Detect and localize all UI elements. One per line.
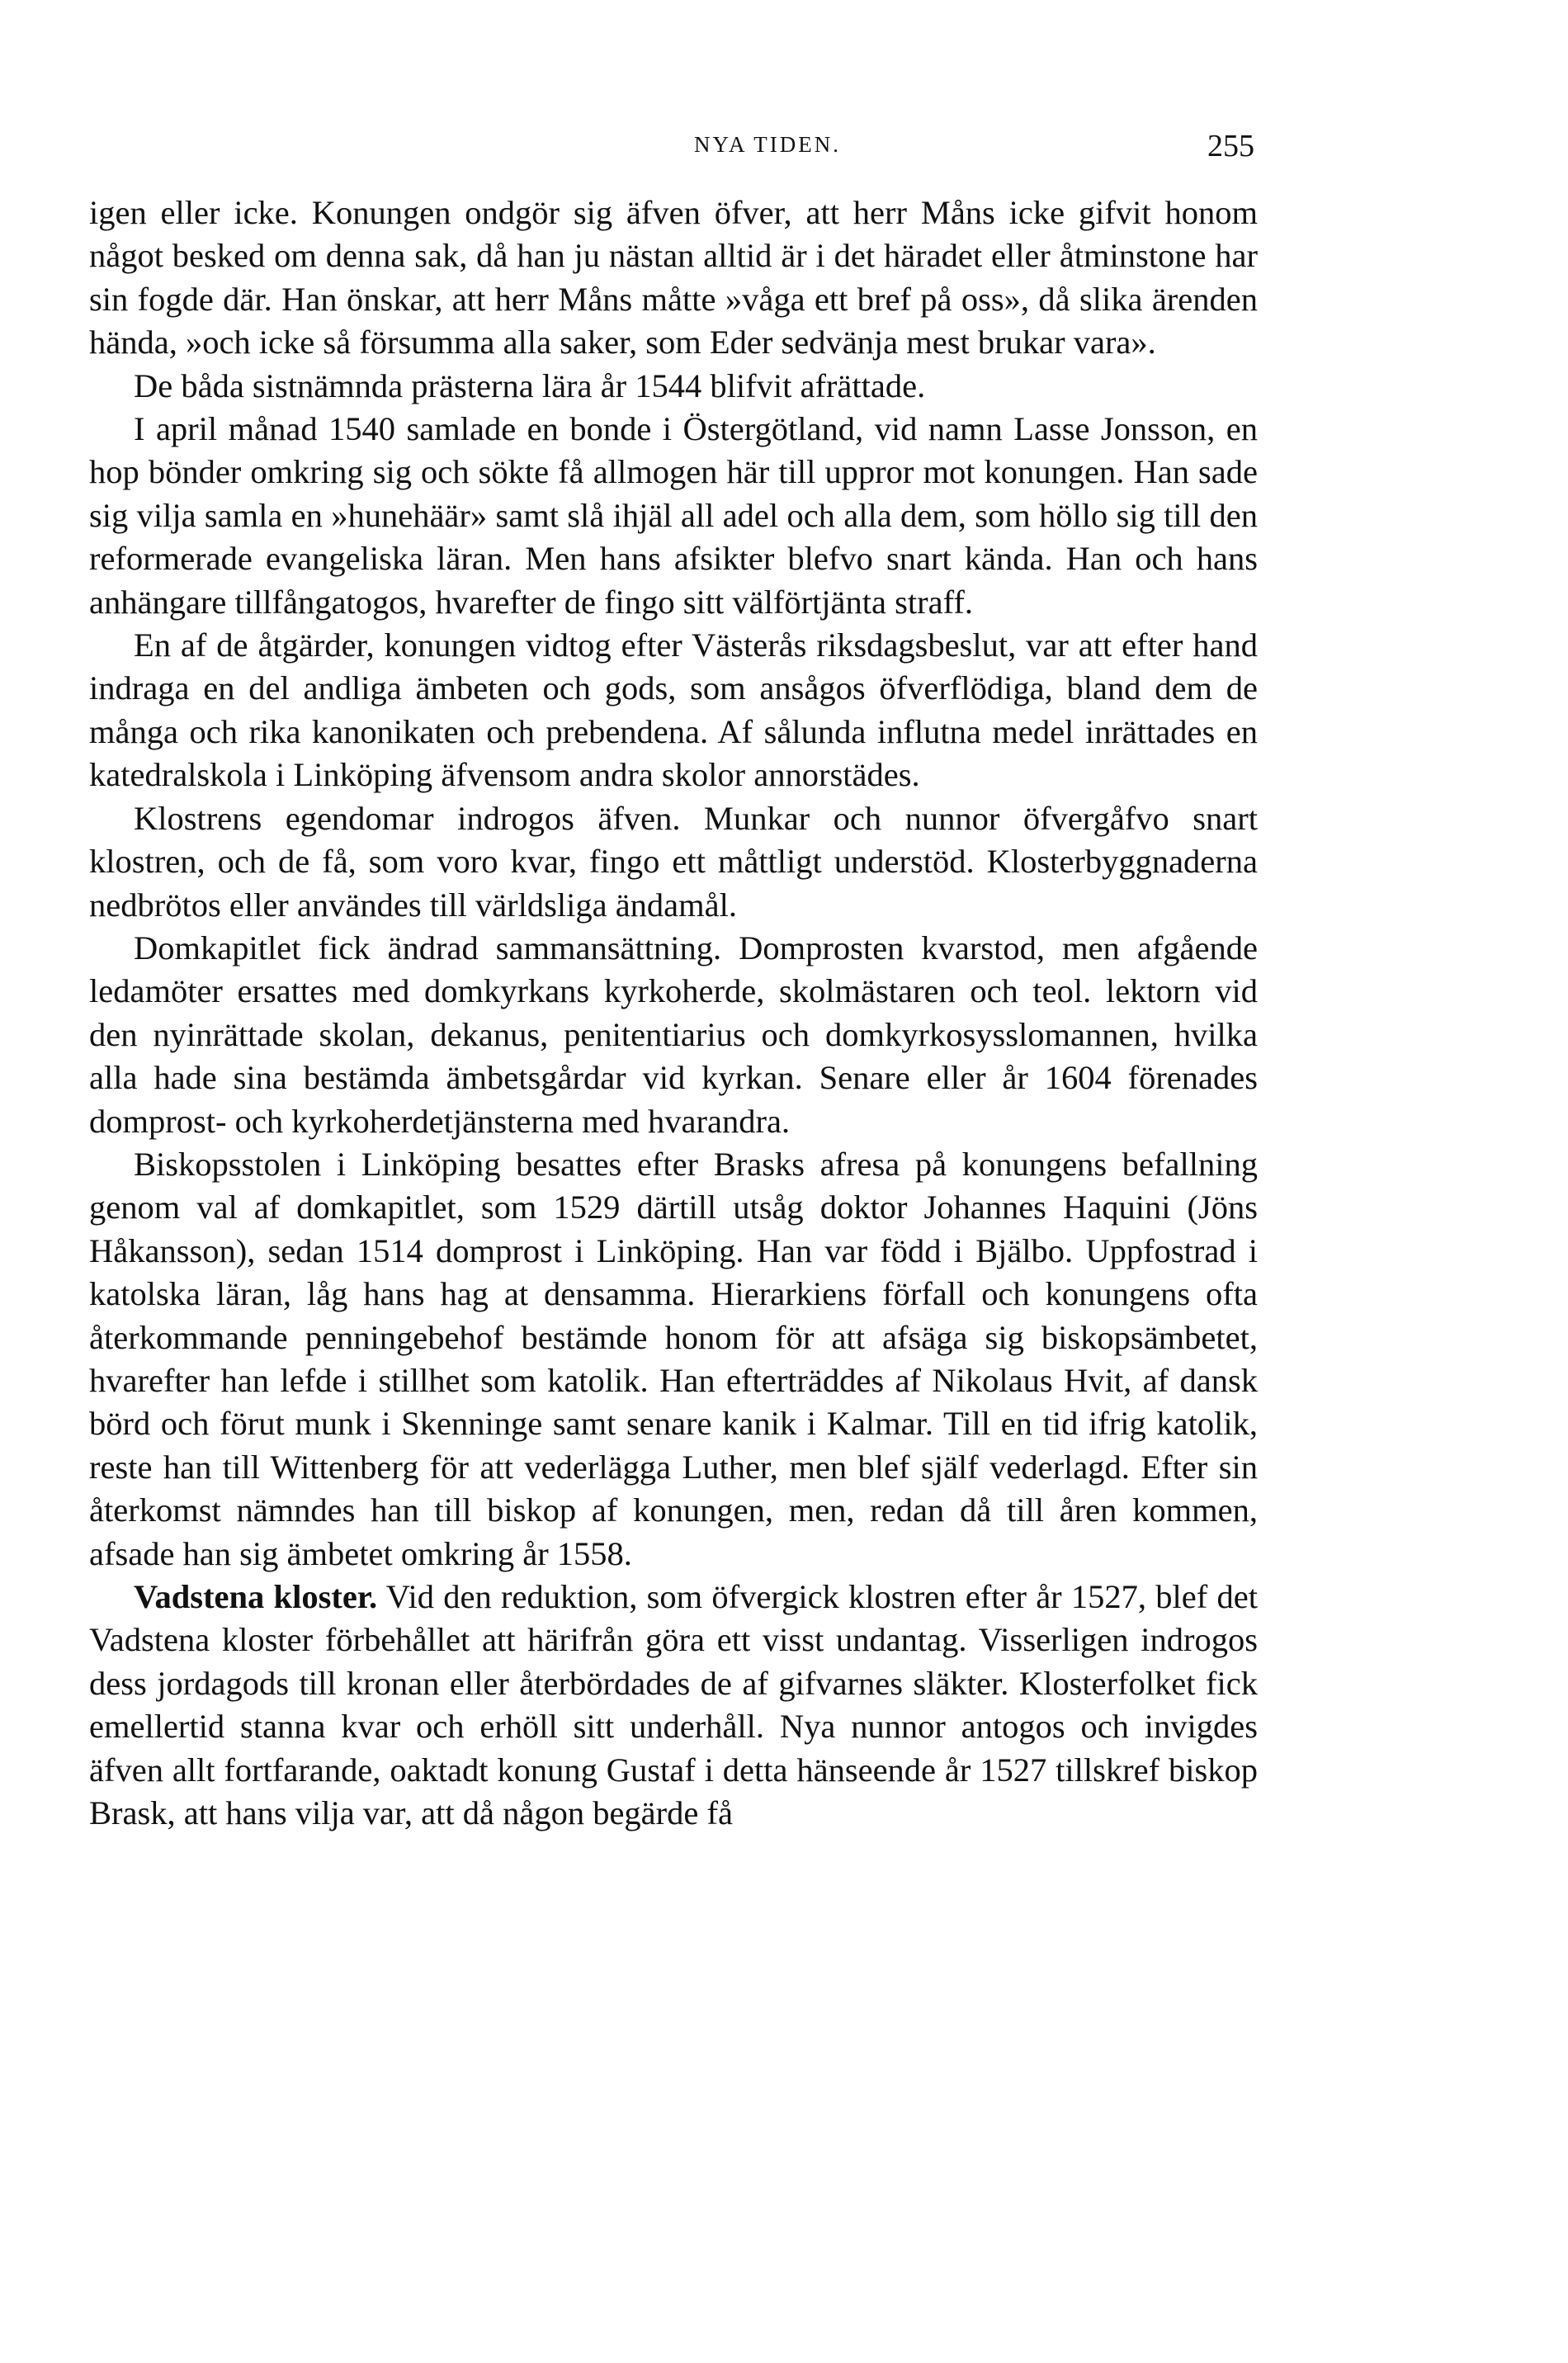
- paragraph: En af de åtgärder, konungen vidtog efter Västerås riksdagsbeslut, var att efter hand indraga en del andliga ämbeten och gods, som ansågos öfverflödiga, bland dem de många och rika kanonikaten och prebendena. Af sålunda influtna medel inrättades en katedralskola i Linköping äfvensom andra skolor annorstädes.: [89, 626, 1258, 794]
- paragraph: Klostrens egendomar indrogos äfven. Munkar och nunnor öfvergåfvo snart klostren, och de få, som voro kvar, fingo ett måttligt understöd. Klosterbyggnaderna nedbrötos eller användes till världsliga ändamål.: [89, 799, 1258, 924]
- running-title: NYA TIDEN.: [694, 132, 841, 157]
- section-heading: Vadstena kloster.: [134, 1578, 378, 1615]
- paragraph-text: Vid den reduktion, som öfvergick klostren efter år 1527, blef det Vadstena kloster förbehållet att härifrån göra ett visst undantag. Visserligen indrogos dess jordagods till kronan eller återbördades de af gifvarnes släkter. Klosterfolket fick emellertid stanna kvar och erhöll sitt underhåll. Nya nunnor antogos och invigdes äfven allt fortfarande, oaktadt konung Gustaf i detta hänseende år 1527 tillskref biskop Brask, att hans vilja var, att då någon begärde få: [89, 1578, 1258, 1832]
- paragraph: igen eller icke. Konungen ondgör sig äfven öfver, att herr Måns icke gifvit honom något besked om denna sak, då han ju nästan alltid är i det häradet eller åtminstone har sin fogde där. Han önskar, att herr Måns måtte »våga ett bref på oss», då slika ärenden hända, »och icke så försumma alla saker, som Eder sedvänja mest brukar vara».: [89, 194, 1258, 362]
- page-number: 255: [1207, 129, 1254, 163]
- paragraph: Domkapitlet fick ändrad sammansättning. Domprosten kvarstod, men afgående ledamöter ersattes med domkyrkans kyrkoherde, skolmästaren och teol. lektorn vid den nyinrättade skolan, dekanus, penitentiarius och domkyrkosysslomannen, hvilka alla hade sina bestämda ämbetsgårdar vid kyrkan. Senare eller år 1604 förenades domprost- och kyrkoherdetjänsterna med hvarandra.: [89, 929, 1258, 1140]
- paragraph: De båda sistnämnda prästerna lära år 1544 blifvit afrättade.: [134, 366, 926, 404]
- paragraph: I april månad 1540 samlade en bonde i Östergötland, vid namn Lasse Jonsson, en hop bönder omkring sig och sökte få allmogen här till uppror mot konungen. Han sade sig vilja samla en »hunehäär» samt slå ihjäl all adel och alla dem, som höllo sig till den reformerade evangeliska läran. Men hans afsikter blefvo snart kända. Han och hans anhängare tillfångatogos, hvarefter de fingo sitt välförtjänta straff.: [89, 410, 1258, 621]
- paragraph: Biskopsstolen i Linköping besattes efter Brasks afresa på konungens befallning genom val af domkapitlet, som 1529 därtill utsåg doktor Johannes Haquini (Jöns Håkansson), sedan 1514 domprost i Linköping. Han var född i Bjälbo. Uppfostrad i katolska läran, låg hans hag at densamma. Hierarkiens förfall och konungens ofta återkommande penningebehof bestämde honom för att afsäga sig biskopsämbetet, hvarefter han lefde i stillhet som katolik. Han efterträddes af Nikolaus Hvit, af dansk börd och förut munk i Skenninge samt senare kanik i Kalmar. Till en tid ifrig katolik, reste han till Wittenberg för att vederlägga Luther, men blef själf vederlagd. Efter sin återkomst nämndes han till biskop af konungen, men, redan då till åren kommen, afsade han sig ämbetet omkring år 1558.: [89, 1145, 1258, 1572]
- paragraph-vadstena: [89, 1576, 1258, 1835]
- text-body: [89, 191, 1258, 1835]
